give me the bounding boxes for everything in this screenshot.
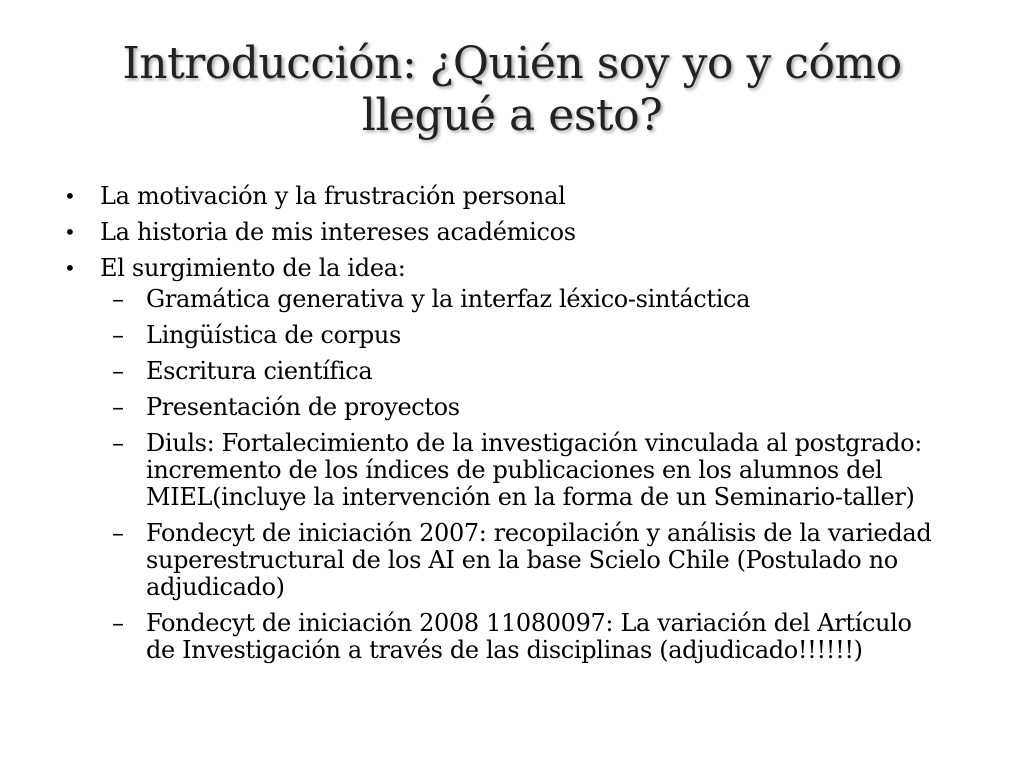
- bullet-text: El surgimiento de la idea:: [100, 254, 406, 282]
- sub-item-list: [60, 286, 940, 664]
- sub-item: [60, 520, 940, 601]
- sub-item-text: Fondecyt de iniciación 2008 11080097: La variación del Artículo de Investigación a través de las disciplinas (adjudicado!!!!!!): [146, 609, 912, 664]
- bullet-dot-icon: •: [64, 184, 76, 208]
- dash-icon: –: [112, 609, 124, 637]
- sub-item-text: Escritura científica: [146, 357, 373, 385]
- sub-item: [60, 286, 940, 313]
- sub-item-text: Lingüística de corpus: [146, 321, 401, 349]
- sub-item: [60, 358, 940, 385]
- bullet-list: [60, 178, 940, 286]
- dash-icon: –: [112, 393, 124, 421]
- bullet-item: [60, 178, 940, 214]
- sub-item: [60, 430, 940, 511]
- bullet-item: [60, 250, 940, 286]
- bullet-dot-icon: •: [64, 220, 76, 244]
- slide-content: [60, 178, 940, 673]
- dash-icon: –: [112, 321, 124, 349]
- sub-item-text: Diuls: Fortalecimiento de la investigación vinculada al postgrado: incremento de los índices de publicaciones en los alumnos del MIEL(incluye la intervención en la forma de un Seminario-taller): [146, 429, 922, 511]
- sub-item: [60, 610, 940, 664]
- bullet-dot-icon: •: [64, 256, 76, 280]
- sub-item: [60, 394, 940, 421]
- sub-item-text: Fondecyt de iniciación 2007: recopilación y análisis de la variedad superestructural de los AI en la base Scielo Chile (Postulado no adjudicado): [146, 519, 932, 601]
- sub-item-text: Gramática generativa y la interfaz léxico-sintáctica: [146, 285, 751, 313]
- bullet-text: La motivación y la frustración personal: [100, 182, 566, 210]
- sub-item: [60, 322, 940, 349]
- dash-icon: –: [112, 357, 124, 385]
- slide-title: Introducción: ¿Quién soy yo y cómo llegué a esto?: [122, 38, 902, 141]
- bullet-item: [60, 214, 940, 250]
- bullet-text: La historia de mis intereses académicos: [100, 218, 576, 246]
- dash-icon: –: [112, 429, 124, 457]
- dash-icon: –: [112, 519, 124, 547]
- sub-item-text: Presentación de proyectos: [146, 393, 460, 421]
- dash-icon: –: [112, 285, 124, 313]
